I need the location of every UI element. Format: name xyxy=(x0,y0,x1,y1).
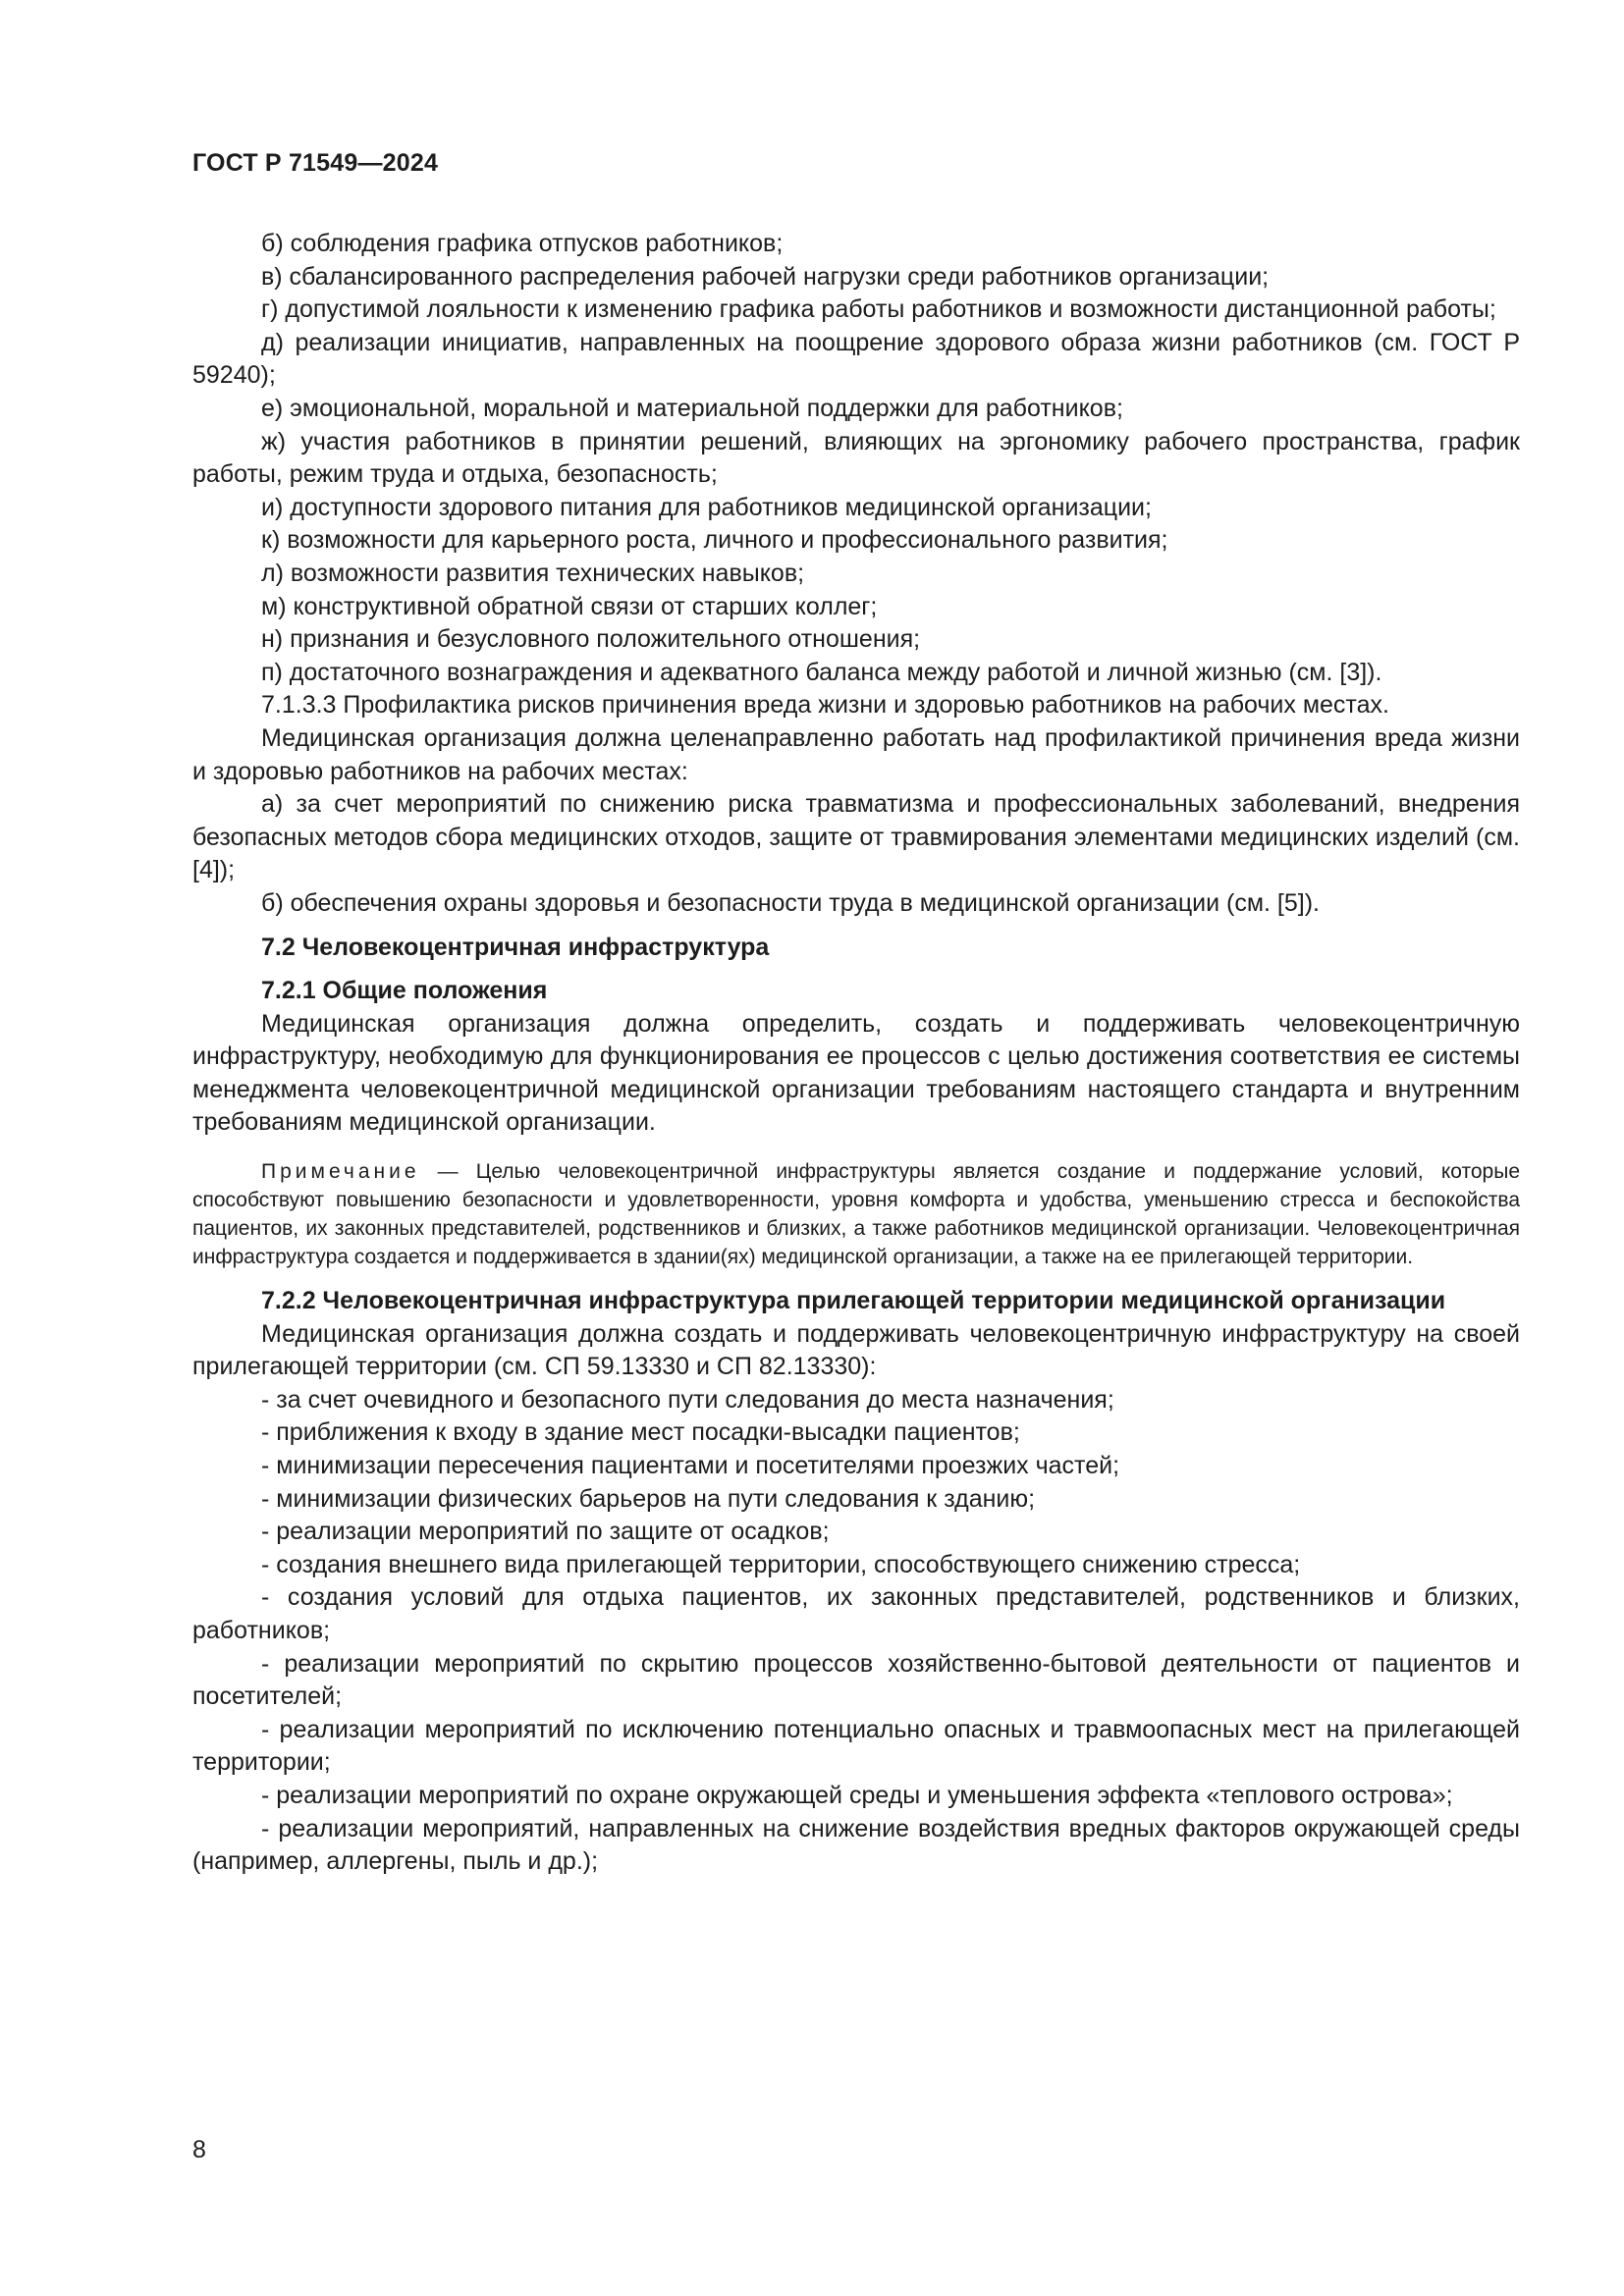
clause-7-1-3-3-intro: Медицинская организация должна целенаправленно работать над профилактикой причинения вреда жизни и здоровью работников на рабочих местах: xyxy=(192,723,1520,785)
list-item: - приближения к входу в здание мест посадки-высадки пациентов; xyxy=(261,1418,1020,1447)
list-item-n: н) признания и безусловного положительного отношения; xyxy=(261,625,921,654)
list-item-p: п) достаточного вознаграждения и адекватного баланса между работой и личной жизнью (см. [3]). xyxy=(261,658,1382,686)
list-item-b: б) соблюдения графика отпусков работников; xyxy=(261,230,784,257)
list-item: - реализации мероприятий по исключению потенциально опасных и травмоопасных мест на прилегающей территории; xyxy=(192,1715,1520,1777)
list-item-d: д) реализации инициатив, направленных на поощрение здорового образа жизни работников (см. ГОСТ Р 59240); xyxy=(192,328,1520,390)
document-page xyxy=(192,0,1520,2296)
clause-7-1-3-3-title: 7.1.3.3 Профилактика рисков причинения вреда жизни и здоровью работников на рабочих местах. xyxy=(261,691,1389,720)
note-text: — Целью человекоцентричной инфраструктуры является создание и поддержание условий, которые способствуют повышению безопасности и удовлетворенности, уровня комфорта и удобства, уменьшению стресса и беспокойства пациентов, их законных представителей, родственников и близких, а также работников медицинской организации. Человекоцентричная инфраструктура создается и поддерживается в здании(ях) медицинской организации, а также на ее прилегающей территории. xyxy=(192,1160,1520,1269)
section-7-2-heading: 7.2 Человекоцентричная инфраструктура xyxy=(261,934,770,962)
list-item: - реализации мероприятий по охране окружающей среды и уменьшения эффекта «теплового острова»; xyxy=(261,1781,1453,1809)
note-label: Примечание xyxy=(261,1160,420,1184)
list-item: - за счет очевидного и безопасного пути следования до места назначения; xyxy=(261,1385,1114,1414)
list-item: - реализации мероприятий по защите от осадков; xyxy=(261,1518,830,1546)
list-item: - создания внешнего вида прилегающей территории, способствующего снижению стресса; xyxy=(261,1550,1301,1578)
list-item-e: е) эмоциональной, моральной и материальной поддержки для работников; xyxy=(261,394,1123,422)
list-item-zh: ж) участия работников в принятии решений, влияющих на эргономику рабочего пространства, график работы, режим труда и отдыха, безопасность; xyxy=(192,427,1520,489)
clause-7-1-3-3-item-a: а) за счет мероприятий по снижению риска травматизма и профессиональных заболеваний, внедрения безопасных методов сбора медицинских отходов, защите от травмирования элементами медицинских изделий (см. [4]); xyxy=(192,790,1520,884)
list-item: - создания условий для отдыха пациентов, их законных представителей, родственников и близких, работников; xyxy=(192,1583,1520,1644)
page-number: 8 xyxy=(192,2136,206,2163)
list-item: - реализации мероприятий по скрытию процессов хозяйственно-бытовой деятельности от пациентов и посетителей; xyxy=(192,1649,1520,1711)
list-item: - минимизации физических барьеров на пути следования к зданию; xyxy=(261,1484,1036,1513)
section-7-2-1-note xyxy=(192,1157,1520,1271)
section-7-2-1-heading: 7.2.1 Общие положения xyxy=(261,977,548,1005)
section-7-2-1-body: Медицинская организация должна определить, создать и поддерживать человекоцентричную инфраструктуру, необходимую для функционирования ее процессов с целью достижения соответствия ее системы менеджмента человекоцентричной медицинской организации требованиям настоящего стандарта и внутренним требованиям медицинской организации. xyxy=(192,1009,1520,1137)
list-item-i: и) доступности здорового питания для работников медицинской организации; xyxy=(261,493,1152,521)
document-body xyxy=(192,228,1520,1879)
section-7-2-2-heading: 7.2.2 Человекоцентричная инфраструктура прилегающей территории медицинской организации xyxy=(261,1287,1446,1315)
list-item-l: л) возможности развития технических навыков; xyxy=(261,559,805,587)
list-item-k: к) возможности для карьерного роста, личного и профессионального развития; xyxy=(261,526,1168,555)
list-item: - реализации мероприятий, направленных на снижение воздействия вредных факторов окружающей среды (например, аллергены, пыль и др.); xyxy=(192,1814,1520,1876)
list-item: - минимизации пересечения пациентами и посетителями проезжих частей; xyxy=(261,1452,1120,1479)
document-code-header: ГОСТ Р 71549—2024 xyxy=(192,149,439,177)
list-item-m: м) конструктивной обратной связи от старших коллег; xyxy=(261,592,878,620)
clause-7-1-3-3-item-b: б) обеспечения охраны здоровья и безопасности труда в медицинской организации (см. [5]). xyxy=(261,888,1320,917)
list-item-v: в) сбалансированного распределения рабочей нагрузки среди работников организации; xyxy=(261,262,1270,291)
section-7-2-2-intro: Медицинская организация должна создать и поддерживать человекоцентричную инфраструктуру на своей прилегающей территории (см. СП 59.13330 и СП 82.13330): xyxy=(192,1319,1520,1381)
list-item-g: г) допустимой лояльности к изменению графика работы работников и возможности дистанционной работы; xyxy=(261,295,1496,324)
